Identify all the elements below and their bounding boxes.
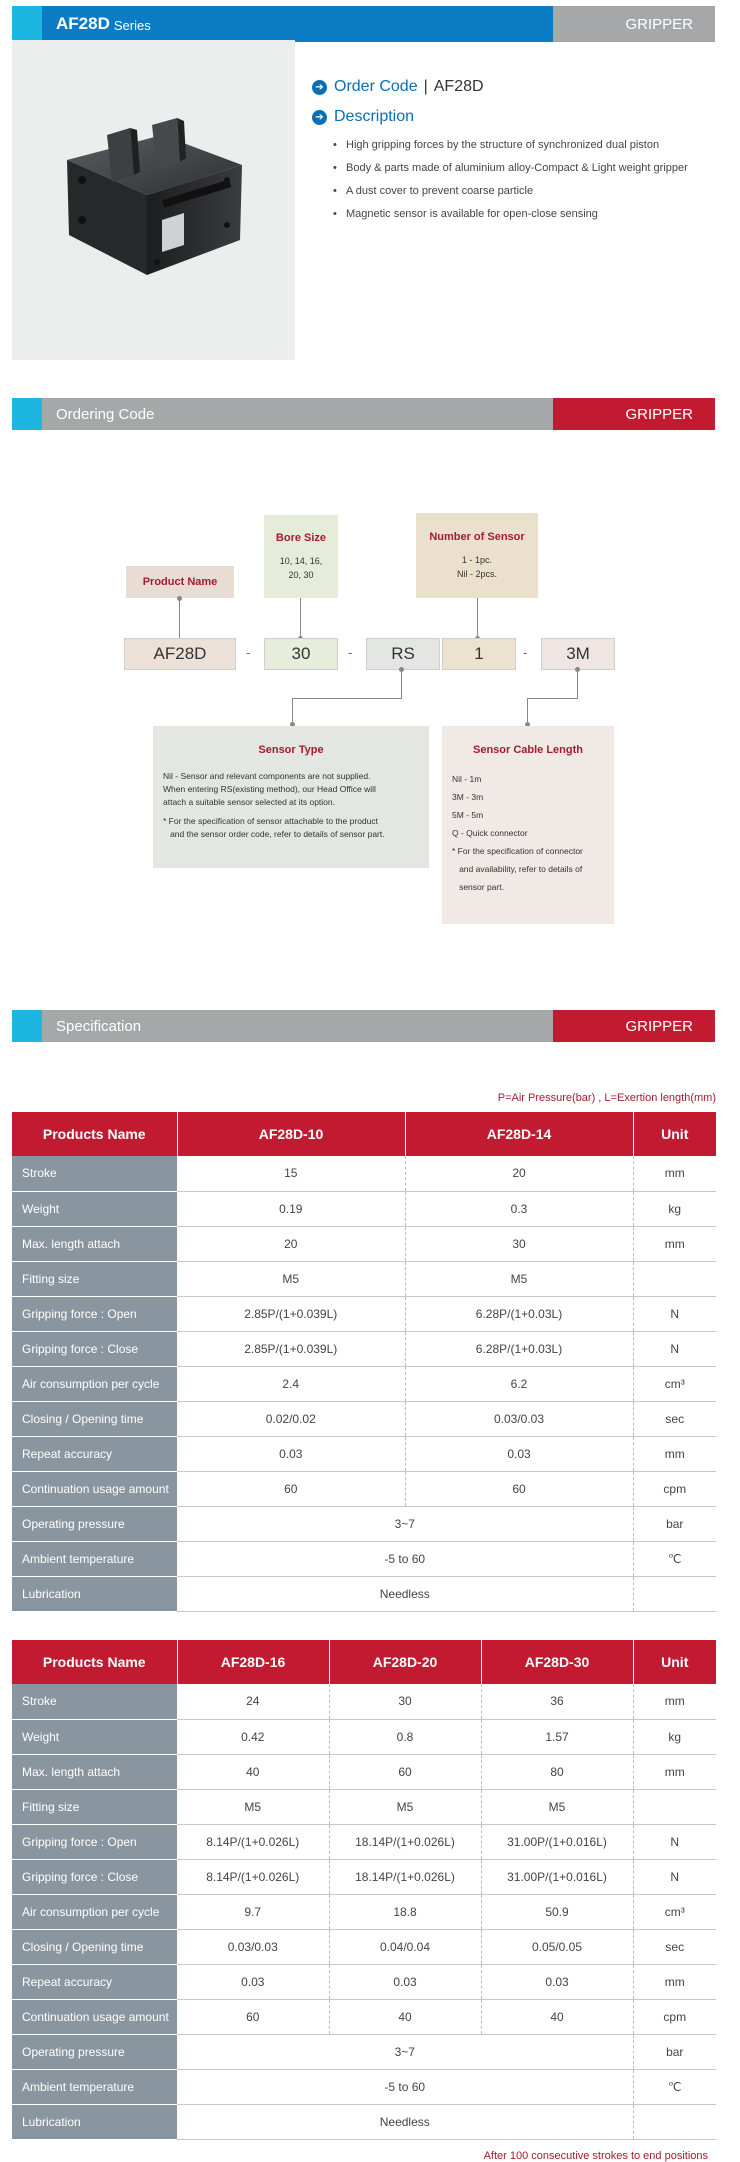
cell-value: 80	[481, 1754, 633, 1789]
cell-value: 0.04/0.04	[329, 1929, 481, 1964]
cell-unit: cm³	[633, 1894, 716, 1929]
cell-value: 30	[329, 1684, 481, 1719]
code-bore: 30	[264, 638, 338, 670]
spec-table-2	[12, 1640, 716, 2140]
cell-unit: cpm	[633, 1471, 716, 1506]
table-row	[12, 1929, 716, 1964]
cell-value: 20	[177, 1226, 405, 1261]
header-cell: AF28D-16	[177, 1640, 329, 1684]
cell-value: 8.14P/(1+0.026L)	[177, 1859, 329, 1894]
cell-value: 0.3	[405, 1191, 633, 1226]
row-label: Gripping force : Close	[12, 1859, 177, 1894]
cell-value: 0.03	[177, 1964, 329, 1999]
connector-line	[300, 598, 301, 638]
cell-value: -5 to 60	[177, 2069, 633, 2104]
cell-unit: N	[633, 1859, 716, 1894]
cell-unit: mm	[633, 1684, 716, 1719]
table-row	[12, 1999, 716, 2034]
table-row	[12, 1261, 716, 1296]
header-cell: Unit	[633, 1640, 716, 1684]
cell-value: 60	[177, 1999, 329, 2034]
connector-line	[527, 698, 578, 699]
category-label: GRIPPER	[553, 6, 715, 42]
cell-unit: ℃	[633, 1541, 716, 1576]
table-row	[12, 1894, 716, 1929]
cell-value: Needless	[177, 1576, 633, 1611]
cell-value: 18.14P/(1+0.026L)	[329, 1824, 481, 1859]
cell-unit: kg	[633, 1191, 716, 1226]
cell-unit: mm	[633, 1226, 716, 1261]
code-cable: 3M	[541, 638, 615, 670]
table-row	[12, 1824, 716, 1859]
cell-value: 9.7	[177, 1894, 329, 1929]
cell-value: 1.57	[481, 1719, 633, 1754]
arrow-right-icon: ➔	[312, 110, 327, 125]
sensor-type-box: Sensor Type Nil - Sensor and relevant components are not supplied. When entering RS(existing method), our Head Office will attach a suitable sensor selected at its option. * For the specification of sensor attachable to the product and the sensor order code, refer to details of sensor part.	[153, 726, 429, 868]
cell-value: M5	[177, 1789, 329, 1824]
table-row	[12, 1366, 716, 1401]
table-row	[12, 1684, 716, 1719]
description-heading: ➔ Description	[312, 108, 414, 126]
row-label: Gripping force : Close	[12, 1331, 177, 1366]
row-label: Fitting size	[12, 1261, 177, 1296]
row-label: Operating pressure	[12, 1506, 177, 1541]
connector-line	[477, 598, 478, 638]
code-dash: -	[523, 645, 528, 660]
table-row	[12, 1789, 716, 1824]
table-row	[12, 1436, 716, 1471]
row-label: Lubrication	[12, 1576, 177, 1611]
cell-unit: mm	[633, 1964, 716, 1999]
cell-unit: cpm	[633, 1999, 716, 2034]
connector-dot	[177, 596, 182, 601]
cell-value: 40	[481, 1999, 633, 2034]
cell-unit: mm	[633, 1436, 716, 1471]
table-row	[12, 1859, 716, 1894]
cell-unit	[633, 1576, 716, 1611]
cell-value: 24	[177, 1684, 329, 1719]
cell-value: 20	[405, 1156, 633, 1191]
header-cell: AF28D-10	[177, 1112, 405, 1156]
connector-line	[292, 698, 402, 699]
cell-unit: sec	[633, 1929, 716, 1964]
header-cell: Products Name	[12, 1640, 177, 1684]
product-name-box: Product Name	[126, 566, 234, 598]
connector-line	[401, 670, 402, 698]
table-row	[12, 1576, 716, 1611]
cell-value: 30	[405, 1226, 633, 1261]
section-title: Specification	[42, 1010, 553, 1042]
row-label: Lubrication	[12, 2104, 177, 2139]
cell-value: 50.9	[481, 1894, 633, 1929]
table-row	[12, 1156, 716, 1191]
table-row	[12, 1471, 716, 1506]
table-row	[12, 1506, 716, 1541]
cell-value: 8.14P/(1+0.026L)	[177, 1824, 329, 1859]
arrow-right-icon: ➔	[312, 80, 327, 95]
cell-value: 40	[177, 1754, 329, 1789]
code-dash: -	[348, 645, 353, 660]
code-sensor-type: RS	[366, 638, 440, 670]
cell-value: 60	[177, 1471, 405, 1506]
header-cell: Unit	[633, 1112, 716, 1156]
sensor-cable-length-box: Sensor Cable Length Nil - 1m 3M - 3m 5M - 5m Q - Quick connector * For the specification of connector and availability, refer to details of sensor part.	[442, 726, 614, 924]
table-row	[12, 1331, 716, 1366]
table-row	[12, 2034, 716, 2069]
cell-value: 6.28P/(1+0.03L)	[405, 1296, 633, 1331]
cell-unit: mm	[633, 1754, 716, 1789]
cell-unit	[633, 2104, 716, 2139]
row-label: Weight	[12, 1719, 177, 1754]
cell-value: M5	[481, 1789, 633, 1824]
row-label: Continuation usage amount	[12, 1471, 177, 1506]
row-label: Gripping force : Open	[12, 1824, 177, 1859]
cell-unit	[633, 1789, 716, 1824]
cell-value: 0.42	[177, 1719, 329, 1754]
connector-line	[179, 598, 180, 638]
row-label: Stroke	[12, 1684, 177, 1719]
cell-value: 3~7	[177, 2034, 633, 2069]
header-cell: AF28D-20	[329, 1640, 481, 1684]
description-list	[330, 138, 720, 230]
row-label: Air consumption per cycle	[12, 1366, 177, 1401]
header-accent	[12, 6, 42, 42]
cell-value: 6.2	[405, 1366, 633, 1401]
row-label: Repeat accuracy	[12, 1964, 177, 1999]
table-row	[12, 1719, 716, 1754]
cell-value: 0.03/0.03	[177, 1929, 329, 1964]
cell-value: 2.85P/(1+0.039L)	[177, 1296, 405, 1331]
cell-value: 15	[177, 1156, 405, 1191]
spec-table-1	[12, 1112, 716, 1612]
row-label: Fitting size	[12, 1789, 177, 1824]
table-row	[12, 1401, 716, 1436]
row-label: Ambient temperature	[12, 2069, 177, 2104]
header-accent	[12, 1010, 42, 1042]
table-row	[12, 1754, 716, 1789]
header-cell: Products Name	[12, 1112, 177, 1156]
table-row	[12, 1191, 716, 1226]
cell-unit: sec	[633, 1401, 716, 1436]
row-label: Max. length attach	[12, 1226, 177, 1261]
cell-value: M5	[405, 1261, 633, 1296]
table-row	[12, 1226, 716, 1261]
cell-value: M5	[177, 1261, 405, 1296]
cell-value: 40	[329, 1999, 481, 2034]
table-row	[12, 2104, 716, 2139]
cell-value: 2.4	[177, 1366, 405, 1401]
header-cell: AF28D-30	[481, 1640, 633, 1684]
cell-unit: cm³	[633, 1366, 716, 1401]
table-row	[12, 1964, 716, 1999]
code-product: AF28D	[124, 638, 236, 670]
row-label: Continuation usage amount	[12, 1999, 177, 2034]
cell-value: 0.19	[177, 1191, 405, 1226]
table-header-row	[12, 1112, 716, 1156]
cell-value: 0.02/0.02	[177, 1401, 405, 1436]
row-label: Gripping force : Open	[12, 1296, 177, 1331]
row-label: Max. length attach	[12, 1754, 177, 1789]
cell-unit: bar	[633, 1506, 716, 1541]
header-accent	[12, 398, 42, 430]
cell-unit: N	[633, 1296, 716, 1331]
series-title: AF28D Series	[42, 6, 553, 42]
table-row	[12, 1541, 716, 1576]
product-image	[12, 40, 295, 360]
ordering-code-header	[12, 398, 715, 430]
cell-value: 0.03	[405, 1436, 633, 1471]
specification-header	[12, 1010, 715, 1042]
row-label: Operating pressure	[12, 2034, 177, 2069]
footer-note: After 100 consecutive strokes to end positions	[483, 2150, 708, 2162]
bore-size-box: Bore Size 10, 14, 16, 20, 30	[264, 515, 338, 598]
order-code-line: ➔ Order Code | AF28D	[312, 78, 484, 96]
cell-value: 31.00P/(1+0.016L)	[481, 1824, 633, 1859]
cell-value: 18.14P/(1+0.026L)	[329, 1859, 481, 1894]
list-item: • Body & parts made of aluminium alloy-Compact & Light weight gripper	[330, 161, 720, 175]
category-label: GRIPPER	[553, 1010, 715, 1042]
cell-value: 60	[329, 1754, 481, 1789]
cell-value: 60	[405, 1471, 633, 1506]
row-label: Repeat accuracy	[12, 1436, 177, 1471]
cell-value: 6.28P/(1+0.03L)	[405, 1331, 633, 1366]
cell-value: 0.03/0.03	[405, 1401, 633, 1436]
code-sensor-number: 1	[442, 638, 516, 670]
cell-unit: kg	[633, 1719, 716, 1754]
cell-value: 0.03	[481, 1964, 633, 1999]
cell-value: 31.00P/(1+0.016L)	[481, 1859, 633, 1894]
row-label: Closing / Opening time	[12, 1929, 177, 1964]
category-label: GRIPPER	[553, 398, 715, 430]
code-dash: -	[246, 645, 251, 660]
row-label: Weight	[12, 1191, 177, 1226]
list-item: • A dust cover to prevent coarse particle	[330, 184, 720, 198]
cell-unit: N	[633, 1331, 716, 1366]
cell-unit: N	[633, 1824, 716, 1859]
cell-unit	[633, 1261, 716, 1296]
table-row	[12, 1296, 716, 1331]
cell-value: 0.03	[177, 1436, 405, 1471]
connector-line	[577, 670, 578, 698]
cell-value: 18.8	[329, 1894, 481, 1929]
cell-unit: mm	[633, 1156, 716, 1191]
list-item: • High gripping forces by the structure of synchronized dual piston	[330, 138, 720, 152]
cell-value: Needless	[177, 2104, 633, 2139]
cell-value: -5 to 60	[177, 1541, 633, 1576]
list-item: • Magnetic sensor is available for open-close sensing	[330, 207, 720, 221]
cell-value: 0.03	[329, 1964, 481, 1999]
series-header	[12, 6, 715, 42]
spec-note: P=Air Pressure(bar) , L=Exertion length(mm)	[497, 1092, 716, 1104]
table-header-row	[12, 1640, 716, 1684]
cell-unit: ℃	[633, 2069, 716, 2104]
row-label: Stroke	[12, 1156, 177, 1191]
section-title: Ordering Code	[42, 398, 553, 430]
cell-value: 36	[481, 1684, 633, 1719]
number-of-sensor-box: Number of Sensor 1 - 1pc. Nil - 2pcs.	[416, 513, 538, 598]
cell-value: 0.05/0.05	[481, 1929, 633, 1964]
cell-value: 0.8	[329, 1719, 481, 1754]
header-cell: AF28D-14	[405, 1112, 633, 1156]
cell-value: 2.85P/(1+0.039L)	[177, 1331, 405, 1366]
cell-value: M5	[329, 1789, 481, 1824]
row-label: Closing / Opening time	[12, 1401, 177, 1436]
row-label: Air consumption per cycle	[12, 1894, 177, 1929]
cell-value: 3~7	[177, 1506, 633, 1541]
row-label: Ambient temperature	[12, 1541, 177, 1576]
cell-unit: bar	[633, 2034, 716, 2069]
table-row	[12, 2069, 716, 2104]
